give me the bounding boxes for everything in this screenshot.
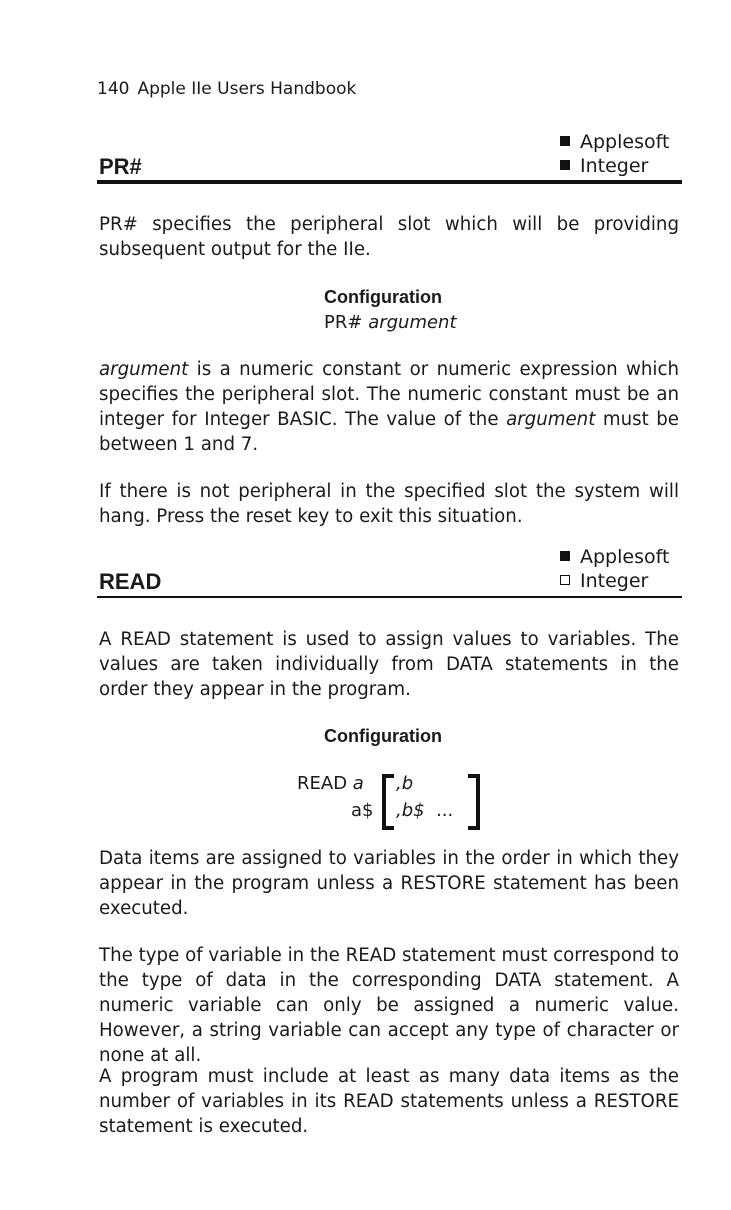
- running-header: [97, 79, 356, 99]
- hollow-square-icon: [560, 575, 570, 585]
- badge-applesoft: Applesoft: [560, 545, 669, 569]
- read-syntax-var2: a$: [351, 800, 374, 821]
- filled-square-icon: [560, 551, 570, 561]
- section-rule: [97, 180, 682, 184]
- badge-integer: Integer: [560, 569, 648, 593]
- pr-config-heading: Configuration: [324, 287, 442, 307]
- read-description: A READ statement is used to assign values to variables. The values are taken individually from DATA statements in the order they appear in the program.: [99, 629, 679, 700]
- pr-description: PR# specifies the peripheral slot which will be providing subsequent output for the IIe.: [99, 214, 679, 260]
- section-title-pr: PR#: [99, 154, 142, 179]
- read-type-paragraph: The type of variable in the READ statement must correspond to the type of data in the corresponding DATA statement. A numeric variable can only be assigned a numeric value. However, a string variable can accept any type of character or none at all.: [99, 945, 679, 1066]
- left-bracket-icon: [380, 774, 396, 830]
- right-bracket-icon: [466, 774, 482, 830]
- read-order-paragraph: Data items are assigned to variables in the order in which they appear in the program unless a RESTORE statement has been executed.: [99, 848, 679, 919]
- pr-hang-paragraph: If there is not peripheral in the specified slot the system will hang. Press the reset key to exit this situation.: [99, 481, 679, 527]
- read-syntax-keyword: READ a: [297, 773, 364, 794]
- badge-integer: Integer: [560, 154, 648, 178]
- badge-applesoft: Applesoft: [560, 130, 669, 154]
- page-number: 140: [97, 79, 130, 99]
- pr-config-syntax: PR# argument: [324, 312, 457, 333]
- section-title-read: READ: [99, 569, 162, 594]
- read-count-paragraph: A program must include at least as many data items as the number of variables in its READ statements unless a RESTORE statement is executed.: [99, 1066, 679, 1137]
- read-syntax-opt2-line: ,b$ ...: [396, 800, 454, 821]
- read-config-heading: Configuration: [324, 726, 442, 746]
- filled-square-icon: [560, 160, 570, 170]
- book-title: Apple IIe Users Handbook: [137, 79, 357, 99]
- pr-argument-paragraph: argument is a numeric constant or numeric expression which specifies the peripheral slot. The numeric constant must be an integer for Integer BASIC. The value of the argument must be between 1 and 7.: [99, 359, 679, 455]
- read-syntax-opt1: ,b: [396, 773, 414, 794]
- filled-square-icon: [560, 136, 570, 146]
- section-rule: [97, 596, 682, 598]
